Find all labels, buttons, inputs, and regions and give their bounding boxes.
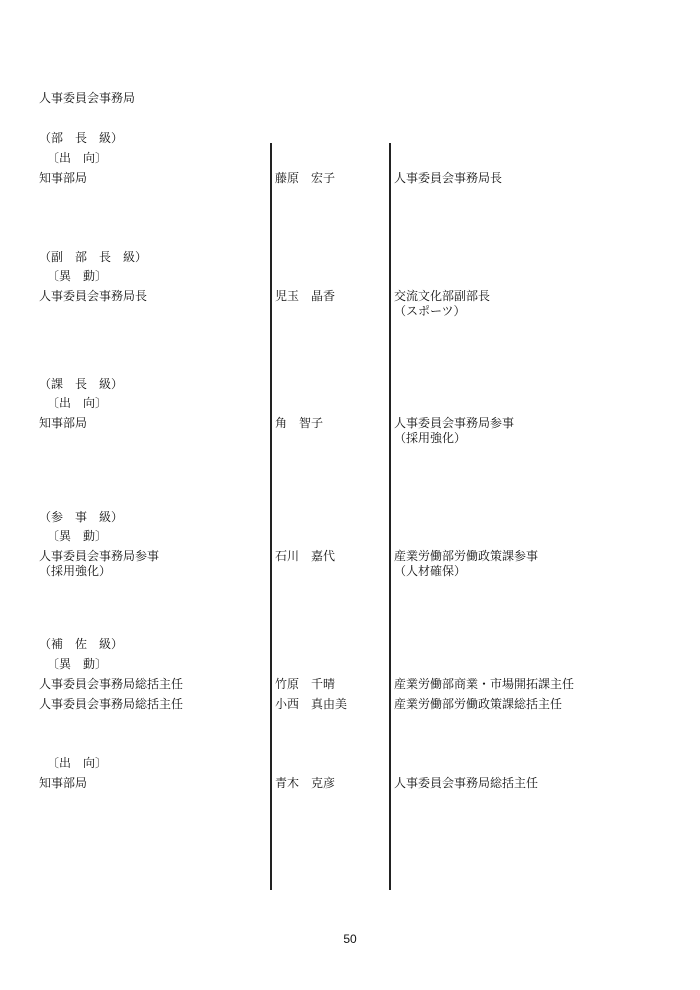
- new-post: 産業労働部商業・市場開拓課主任: [394, 677, 575, 691]
- transfer-type: 〔異 動〕: [47, 269, 108, 283]
- grade-heading: （参 事 級）: [39, 510, 124, 524]
- transfer-type: 〔異 動〕: [47, 529, 108, 543]
- column-divider-right: [389, 143, 391, 890]
- new-post: 交流文化部副部長: [394, 289, 491, 303]
- grade-heading: （部 長 級）: [39, 131, 124, 145]
- transfer-type: 〔出 向〕: [47, 396, 108, 410]
- new-post-detail: （スポーツ）: [394, 304, 466, 318]
- new-post: 人事委員会事務局長: [394, 171, 503, 185]
- previous-post: 人事委員会事務局長: [39, 289, 148, 303]
- person-name: 竹原 千晴: [275, 677, 336, 691]
- new-post: 人事委員会事務局総括主任: [394, 776, 539, 790]
- new-post: 産業労働部労働政策課参事: [394, 549, 539, 563]
- column-divider-left: [270, 143, 272, 890]
- person-name: 藤原 宏子: [275, 171, 336, 185]
- new-post: 人事委員会事務局参事: [394, 416, 515, 430]
- grade-heading: （補 佐 級）: [39, 637, 124, 651]
- person-name: 児玉 晶香: [275, 289, 336, 303]
- new-post-detail: （人材確保）: [394, 564, 467, 578]
- grade-heading: （課 長 級）: [39, 377, 124, 391]
- previous-post: 知事部局: [39, 171, 88, 185]
- transfer-type: 〔出 向〕: [47, 756, 108, 770]
- previous-post: 人事委員会事務局総括主任: [39, 677, 184, 691]
- previous-post: 人事委員会事務局参事: [39, 549, 160, 563]
- new-post-detail: （採用強化）: [394, 431, 467, 445]
- previous-post: 人事委員会事務局総括主任: [39, 697, 184, 711]
- transfer-type: 〔異 動〕: [47, 657, 108, 671]
- department-title: 人事委員会事務局: [39, 91, 136, 105]
- person-name: 角 智子: [275, 416, 324, 430]
- person-name: 石川 嘉代: [275, 549, 336, 563]
- new-post: 産業労働部労働政策課総括主任: [394, 697, 563, 711]
- previous-post: 知事部局: [39, 416, 88, 430]
- person-name: 小西 真由美: [275, 697, 348, 711]
- page-number: 50: [343, 932, 357, 946]
- person-name: 青木 克彦: [275, 776, 336, 790]
- previous-post: 知事部局: [39, 776, 88, 790]
- grade-heading: （副 部 長 級）: [39, 250, 148, 264]
- transfer-type: 〔出 向〕: [47, 151, 108, 165]
- previous-post-detail: （採用強化）: [39, 564, 112, 578]
